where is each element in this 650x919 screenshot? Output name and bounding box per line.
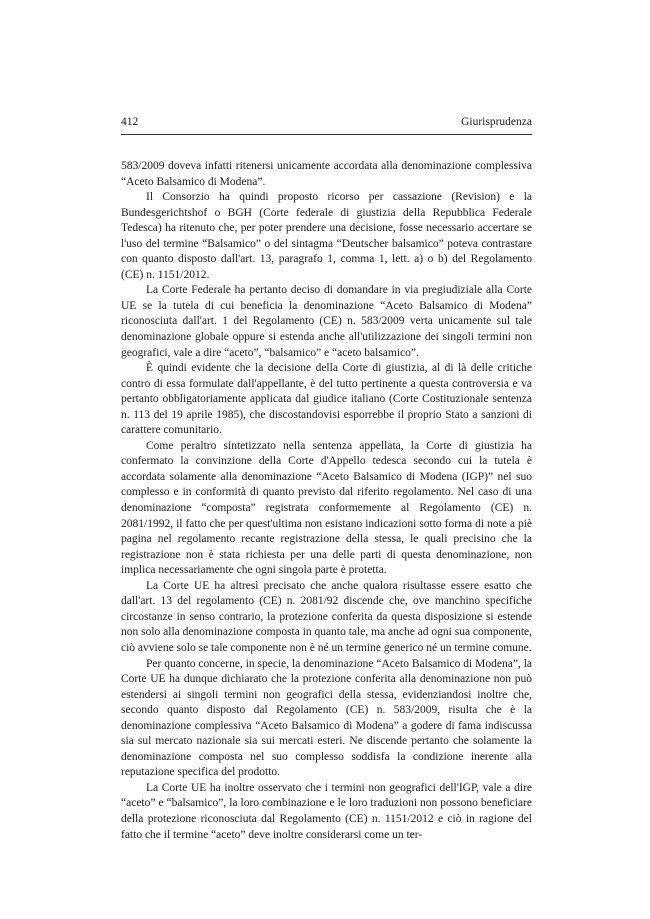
page-number: 412 — [121, 116, 139, 128]
paragraph-2: Il Consorzio ha quindi proposto ricorso per cassazione (Revision) e la Bundesgerichtshof o BGH (Corte federale di giustizia della Repubblica Federale Tedesca) ha ritenuto che, per poter prendere una decisione, fosse necessario accertare se l'uso del termine “Balsamico” o del sintagma “Deutscher balsamico” poteva contrastare con quanto disposto dall'art. 13, paragrafo 1, comma 1, lett. a) o b) del Regolamento (CE) n. 1151/2012. — [121, 191, 532, 281]
paragraph-5: Come peraltro sintetizzato nella sentenza appellata, la Corte di giustizia ha confermato la convinzione della Corte d'Appello tedesca secondo cui la tutela è accordata solamente alla denominazione “Aceto Balsamico di Modena (IGP)” nel suo complesso e in conformità di quanto previsto dal riferito regolamento. Nel caso di una denominazione “composta” registrata conformemente al Regolamento (CE) n. 2081/1992, il fatto che per quest'ultima non esistano indicazioni sotto forma di note a piè pagina nel regolamento recante registrazione della stessa, le quali precisino che la registrazione non è stata richiesta per una delle parti di questa denominazione, non implica necessariamente che ogni singola parte è protetta. — [121, 439, 532, 577]
page-header — [121, 116, 532, 134]
running-head: Giurisprudenza — [461, 116, 532, 128]
paragraph-8: La Corte UE ha inoltre osservato che i termini non geografici dell'IGP, vale a dire “aceto” e “balsamico”, la loro combinazione e le loro traduzioni non possono beneficiare della protezione riconosciuta dal Regolamento (CE) n. 1151/2012 e ciò in ragione del fatto che il termine “aceto” deve inoltre considerarsi come un ter- — [121, 781, 532, 841]
paragraph-3: La Corte Federale ha pertanto deciso di domandare in via pregiudiziale alla Corte UE se la tutela di cui beneficia la denominazione “Aceto Balsamico di Modena” riconosciuta dall'art. 1 del Regolamento (CE) n. 583/2009 verta unicamente sul tale denominazione globale oppure si estenda anche all'utilizzazione dei singoli termini non geografici, vale a dire “aceto”, “balsamico” e “aceto balsamico”. — [121, 284, 532, 359]
paragraph-1: 583/2009 doveva infatti ritenersi unicamente accordata alla denominazione complessiva “Aceto Balsamico di Modena”. — [121, 160, 532, 188]
body-text — [121, 159, 532, 843]
paragraph-6: La Corte UE ha altresì precisato che anche qualora risultasse essere esatto che dall'art. 13 del regolamento (CE) n. 2081/92 discende che, ove manchino specifiche circostanze in senso contrario, la protezione conferita da questa disposizione si estende non solo alla denominazione composta in quanto tale, ma anche ad ogni sua componente, ciò avviene solo se tale componente non è né un termine generico né un termine comune. — [121, 579, 533, 654]
header-rule — [121, 134, 532, 135]
paragraph-4: È quindi evidente che la decisione della Corte di giustizia, al di là delle critiche contro di essa formulate dall'appellante, è del tutto pertinente a questa controversia e va pertanto obbligatoriamente applicata dal giudice italiano (Corte Costituzionale sentenza n. 113 del 19 aprile 1985), che discostandovisi esporrebbe il proprio Stato a sanzioni di carattere comunitario. — [121, 362, 532, 437]
paragraph-7: Per quanto concerne, in specie, la denominazione “Aceto Balsamico di Modena”, la Corte UE ha dunque dichiarato che la protezione conferita alla denominazione non può estendersi ai singoli termini non geografici della stessa, evidenziandosi inoltre che, secondo quanto disposto dal Regolamento (CE) n. 583/2009, risulta che è la denominazione complessiva “Aceto Balsamico di Modena” a godere di fama indiscussa sia sul mercato nazionale sia sui mercati esteri. Ne discende pertanto che solamente la denominazione composta nel suo complesso soddisfa la condizione inerente alla reputazione specifica del prodotto. — [121, 657, 532, 779]
